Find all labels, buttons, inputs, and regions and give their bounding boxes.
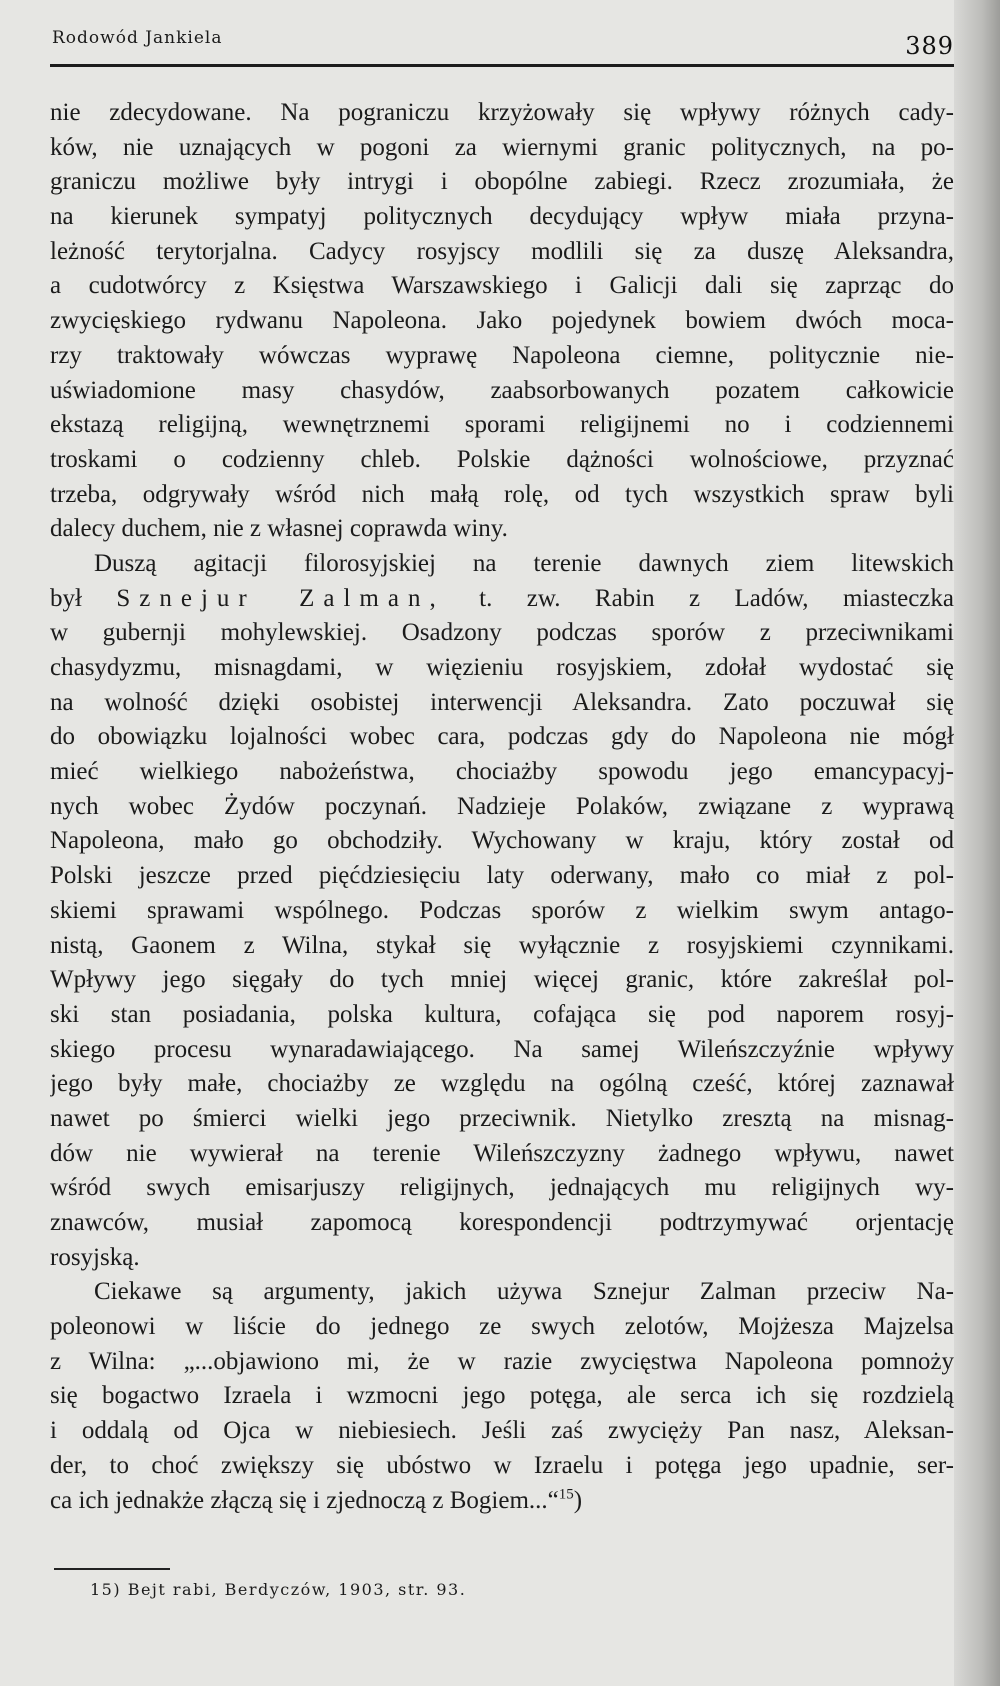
page-header <box>50 20 954 72</box>
text-line: a cudotwórcy z Księstwa Warszawskiego i Galicji dali się zaprząc do <box>50 272 954 300</box>
text-line: dów nie wywierał na terenie Wileńszczyzny żadnego wpływu, nawet <box>50 1139 954 1167</box>
text-line: Wpływy jego sięgały do tych mniej więcej granic, które zakreślał pol- <box>50 966 954 994</box>
page-number: 389 <box>905 32 954 60</box>
text-line: ekstazą religijną, wewnętrznemi sporami religijnemi no i codziennemi <box>50 411 954 439</box>
text-line: uświadomione masy chasydów, zaabsorbowanych pozatem całkowicie <box>50 376 954 404</box>
text-line: z Wilna: „...objawiono mi, że w razie zwycięstwa Napoleona pomnoży <box>50 1347 954 1375</box>
text-line: i oddalą od Ojca w niebiesiech. Jeśli zaś zwycięży Pan nasz, Aleksan- <box>50 1417 954 1445</box>
text-line <box>50 1484 954 1519</box>
text-line: skiego procesu wynaradawiającego. Na samej Wileńszczyźnie wpływy <box>50 1035 954 1063</box>
footnote-marker: 15) <box>90 1580 122 1599</box>
page-edge-shadow <box>954 0 1000 1686</box>
text-line: skiemi sprawami wspólnego. Podczas sporów z wielkim swym antago- <box>50 896 954 924</box>
text-line: ków, nie uznających w pogoni za wiernymi granic politycznych, na po- <box>50 133 954 161</box>
text-line: Polski jeszcze przed pięćdziesięciu laty oderwany, mało co miał z pol- <box>50 862 954 890</box>
text-fragment: t. zw. Rabin z Ladów, miasteczka <box>479 584 954 612</box>
text-line: Duszą agitacji filorosyjskiej na terenie dawnych ziem litewskich <box>94 549 954 577</box>
text-line <box>50 582 954 617</box>
text-line: na wolność dzięki osobistej interwencji Aleksandra. Zato poczuwał się <box>50 688 954 716</box>
text-line: w gubernji mohylewskiej. Osadzony podczas sporów z przeciwnikami <box>50 619 954 647</box>
paragraph-2 <box>50 547 954 1275</box>
text-fragment: był <box>50 584 82 612</box>
text-line: na kierunek sympatyj politycznych decydujący wpływ miała przyna- <box>50 203 954 231</box>
text-line: poleonowi w liście do jednego ze swych zelotów, Mojżesza Majzelsa <box>50 1313 954 1341</box>
text-line: graniczu możliwe były intrygi i obopólne zabiegi. Rzecz zrozumiała, że <box>50 168 954 196</box>
footnote <box>90 1580 466 1599</box>
text-line: jego były małe, chociażby ze względu na ogólną cześć, której zaznawał <box>50 1070 954 1098</box>
text-fragment: ) <box>573 1486 583 1514</box>
spaced-name: Sznejur Zalman, <box>116 584 445 612</box>
header-rule <box>50 64 954 67</box>
text-line: rosyjską. <box>50 1243 140 1271</box>
text-line: leżność terytorjalna. Cadycy rosyjscy modlili się za duszę Aleksandra, <box>50 237 954 265</box>
text-line: Ciekawe są argumenty, jakich używa Sznejur Zalman przeciw Na- <box>94 1278 954 1306</box>
text-line: ski stan posiadania, polska kultura, cofająca się pod naporem rosyj- <box>50 1000 954 1028</box>
body-text <box>50 96 954 1518</box>
text-line: mieć wielkiego nabożeństwa, chociażby spowodu jego emancypacyj- <box>50 758 954 786</box>
text-line: do obowiązku lojalności wobec cara, podczas gdy do Napoleona nie mógł <box>50 723 954 751</box>
text-line: Napoleona, mało go obchodziły. Wychowany w kraju, który został od <box>50 827 954 855</box>
text-line: znawców, musiał zapomocą korespondencji podtrzymywać orjentację <box>50 1209 954 1236</box>
text-line: dalecy duchem, nie z własnej coprawda winy. <box>50 515 508 543</box>
text-line: nawet po śmierci wielki jego przeciwnik. Nietylko zresztą na misnag- <box>50 1104 954 1132</box>
paragraph-3 <box>50 1275 954 1518</box>
text-line: der, to choć zwiększy się ubóstwo w Izraelu i potęga jego upadnie, ser- <box>50 1451 954 1479</box>
paragraph-1 <box>50 96 954 547</box>
text-line: chasydyzmu, misnagdami, w więzieniu rosyjskiem, zdołał wydostać się <box>50 654 954 681</box>
text-line: się bogactwo Izraela i wzmocni jego potęga, ale serca ich się rozdzielą <box>50 1382 954 1410</box>
text-fragment: ca ich jednakże złączą się i zjednoczą z Bogiem...“ <box>50 1486 559 1514</box>
text-line: trzeba, odgrywały wśród nich małą rolę, od tych wszystkich spraw byli <box>50 480 954 508</box>
text-line: zwycięskiego rydwanu Napoleona. Jako pojedynek bowiem dwóch moca- <box>50 307 954 335</box>
text-line: nych wobec Żydów poczynań. Nadzieje Polaków, związane z wyprawą <box>50 792 954 820</box>
footnote-rule <box>54 1568 170 1570</box>
footnote-reference[interactable]: 15 <box>558 1486 574 1503</box>
text-line: nie zdecydowane. Na pograniczu krzyżowały się wpływy różnych cady- <box>50 99 954 126</box>
running-head: Rodowód Jankiela <box>52 28 223 48</box>
text-line: wśród swych emisarjuszy religijnych, jednających mu religijnych wy- <box>50 1174 954 1202</box>
footnote-text: Bejt rabi, Berdyczów, 1903, str. 93. <box>127 1580 467 1599</box>
text-line: rzy traktowały wówczas wyprawę Napoleona ciemne, politycznie nie- <box>50 341 954 369</box>
text-line: troskami o codzienny chleb. Polskie dążności wolnościowe, przyznać <box>50 445 954 473</box>
text-line: nistą, Gaonem z Wilna, stykał się wyłącznie z rosyjskiemi czynnikami. <box>50 931 954 959</box>
